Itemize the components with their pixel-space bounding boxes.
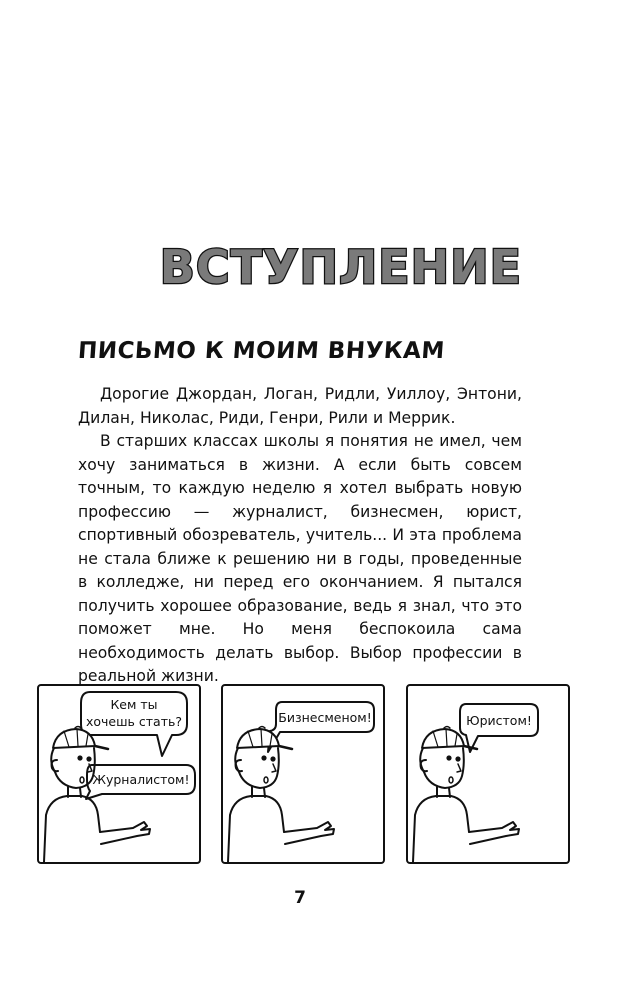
- speech-bubble: [460, 704, 538, 752]
- comic-panel-3: [407, 685, 569, 863]
- bubble-line: Журналистом!: [92, 772, 190, 787]
- character-figure: [228, 727, 334, 863]
- bubble-line: Юристом!: [466, 713, 532, 728]
- bubble-line: хочешь стать?: [86, 714, 182, 729]
- comic-panel-2: [222, 685, 384, 863]
- speech-bubble: [86, 765, 195, 799]
- comic-panel-1: [38, 685, 200, 863]
- bubble-line: Кем ты: [110, 697, 158, 712]
- section-title: ПИСЬМО К МОИМ ВНУКАМ: [77, 338, 446, 364]
- chapter-title: ВСТУПЛЕНИЕ: [159, 240, 522, 294]
- character-figure: [413, 727, 519, 863]
- bubble-line: Бизнесменом!: [278, 710, 372, 725]
- page-number: 7: [294, 888, 306, 908]
- speech-bubble: [268, 702, 374, 752]
- paragraph: В старших классах школы я понятия не имел, чем хочу заниматься в жизни. А если быть совсем точным, то каждую неделю я хотел выбрать новую профессию — журналист, бизнесмен, юрист, спортивный обозреватель, учитель... И эта проблема не стала ближе к решению ни в годы, проведенные в колледже, ни перед его окончанием. Я пытался получить хорошее образование, ведь я знал, что это поможет мне. Но меня беспокоила сама необходимость делать выбор. Выбор профессии в реальной жизни.: [78, 432, 522, 685]
- paragraph: Дорогие Джордан, Логан, Ридли, Уиллоу, Энтони, Дилан, Николас, Риди, Генри, Рили и Меррик.: [78, 385, 522, 427]
